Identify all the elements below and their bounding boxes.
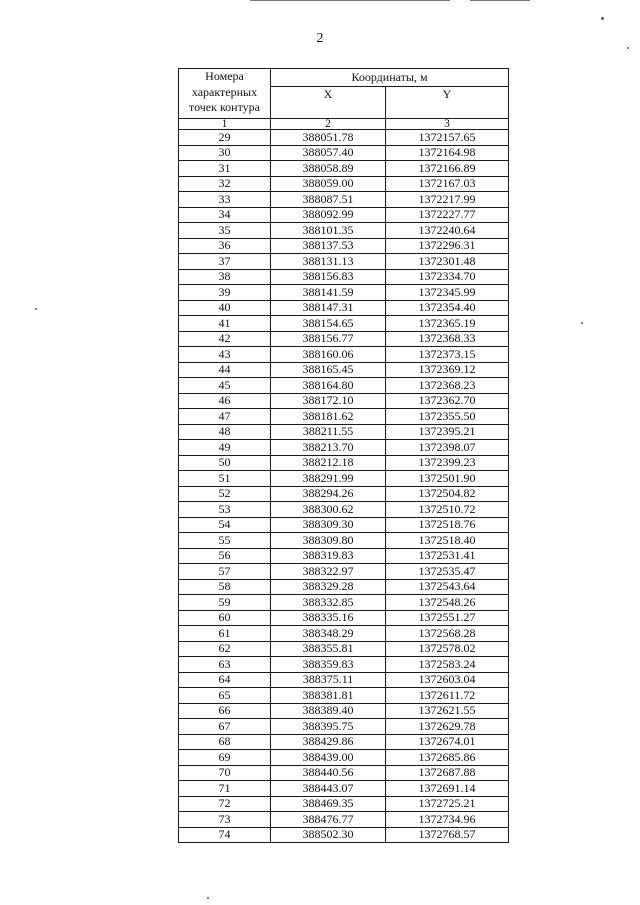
table-row: [179, 130, 509, 146]
table-row: [179, 192, 509, 208]
page-number: 2: [316, 31, 324, 46]
x-coordinate-cell: 388375.11: [271, 672, 386, 688]
coordinates-table: [178, 68, 509, 843]
x-coordinate-cell: 388101.35: [271, 223, 386, 239]
table-row: [179, 502, 509, 518]
x-coordinate-cell: 388381.81: [271, 688, 386, 704]
y-coordinate-cell: 1372354.40: [386, 300, 509, 316]
y-coordinate-cell: 1372369.12: [386, 362, 509, 378]
table-row: [179, 672, 509, 688]
point-number-cell: 60: [179, 610, 271, 626]
table-row: [179, 362, 509, 378]
scan-speck: [207, 897, 209, 899]
point-number-cell: 53: [179, 502, 271, 518]
y-coordinate-cell: 1372334.70: [386, 269, 509, 285]
x-coordinate-cell: 388322.97: [271, 564, 386, 580]
x-coordinate-cell: 388440.56: [271, 765, 386, 781]
x-coordinate-cell: 388429.86: [271, 734, 386, 750]
point-number-cell: 59: [179, 595, 271, 611]
y-coordinate-cell: 1372518.76: [386, 517, 509, 533]
point-number-cell: 74: [179, 827, 271, 843]
x-coordinate-cell: 388181.62: [271, 409, 386, 425]
table-row: [179, 409, 509, 425]
table-row: [179, 548, 509, 564]
header-y: Y: [386, 87, 509, 119]
x-coordinate-cell: 388294.26: [271, 486, 386, 502]
header-x: X: [271, 87, 386, 119]
y-coordinate-cell: 1372578.02: [386, 641, 509, 657]
y-coordinate-cell: 1372501.90: [386, 471, 509, 487]
y-coordinate-cell: 1372240.64: [386, 223, 509, 239]
point-number-cell: 51: [179, 471, 271, 487]
table-row: [179, 595, 509, 611]
point-number-cell: 49: [179, 440, 271, 456]
table-row: [179, 238, 509, 254]
point-number-cell: 64: [179, 672, 271, 688]
y-coordinate-cell: 1372355.50: [386, 409, 509, 425]
point-number-cell: 31: [179, 161, 271, 177]
column-number: 2: [271, 119, 386, 130]
x-coordinate-cell: 388355.81: [271, 641, 386, 657]
point-number-cell: 68: [179, 734, 271, 750]
y-coordinate-cell: 1372399.23: [386, 455, 509, 471]
table-row: [179, 765, 509, 781]
table-row: [179, 517, 509, 533]
x-coordinate-cell: 388213.70: [271, 440, 386, 456]
point-number-cell: 44: [179, 362, 271, 378]
x-coordinate-cell: 388172.10: [271, 393, 386, 409]
y-coordinate-cell: 1372398.07: [386, 440, 509, 456]
y-coordinate-cell: 1372157.65: [386, 130, 509, 146]
table-row: [179, 161, 509, 177]
point-number-cell: 50: [179, 455, 271, 471]
table-row: [179, 300, 509, 316]
y-coordinate-cell: 1372725.21: [386, 796, 509, 812]
x-coordinate-cell: 388156.83: [271, 269, 386, 285]
table-row: [179, 316, 509, 332]
table-row: [179, 610, 509, 626]
table-row: [179, 657, 509, 673]
scan-edge-mark: [250, 0, 450, 1]
point-number-cell: 70: [179, 765, 271, 781]
point-number-cell: 42: [179, 331, 271, 347]
point-number-cell: 69: [179, 750, 271, 766]
point-number-cell: 55: [179, 533, 271, 549]
y-coordinate-cell: 1372734.96: [386, 812, 509, 828]
x-coordinate-cell: 388476.77: [271, 812, 386, 828]
x-coordinate-cell: 388439.00: [271, 750, 386, 766]
x-coordinate-cell: 388147.31: [271, 300, 386, 316]
y-coordinate-cell: 1372551.27: [386, 610, 509, 626]
point-number-cell: 62: [179, 641, 271, 657]
table-row: [179, 269, 509, 285]
y-coordinate-cell: 1372373.15: [386, 347, 509, 363]
x-coordinate-cell: 388087.51: [271, 192, 386, 208]
column-number: 1: [179, 119, 271, 130]
table-row: [179, 781, 509, 797]
scan-speck: [627, 47, 629, 49]
x-coordinate-cell: 388092.99: [271, 207, 386, 223]
scan-speck: [581, 322, 583, 324]
y-coordinate-cell: 1372227.77: [386, 207, 509, 223]
x-coordinate-cell: 388329.28: [271, 579, 386, 595]
table-row: [179, 750, 509, 766]
x-coordinate-cell: 388335.16: [271, 610, 386, 626]
table-row: [179, 471, 509, 487]
x-coordinate-cell: 388332.85: [271, 595, 386, 611]
scan-edge-mark: [470, 0, 530, 1]
x-coordinate-cell: 388300.62: [271, 502, 386, 518]
x-coordinate-cell: 388058.89: [271, 161, 386, 177]
y-coordinate-cell: 1372687.88: [386, 765, 509, 781]
x-coordinate-cell: 388057.40: [271, 145, 386, 161]
point-number-cell: 41: [179, 316, 271, 332]
point-number-cell: 65: [179, 688, 271, 704]
point-number-cell: 73: [179, 812, 271, 828]
x-coordinate-cell: 388291.99: [271, 471, 386, 487]
y-coordinate-cell: 1372368.23: [386, 378, 509, 394]
y-coordinate-cell: 1372368.33: [386, 331, 509, 347]
point-number-cell: 36: [179, 238, 271, 254]
table-row: [179, 703, 509, 719]
point-number-cell: 47: [179, 409, 271, 425]
point-number-cell: 66: [179, 703, 271, 719]
point-number-cell: 67: [179, 719, 271, 735]
y-coordinate-cell: 1372691.14: [386, 781, 509, 797]
x-coordinate-cell: 388154.65: [271, 316, 386, 332]
y-coordinate-cell: 1372166.89: [386, 161, 509, 177]
y-coordinate-cell: 1372296.31: [386, 238, 509, 254]
table-row: [179, 719, 509, 735]
header-coordinates: Координаты, м: [271, 69, 509, 87]
table-row: [179, 347, 509, 363]
x-coordinate-cell: 388319.83: [271, 548, 386, 564]
point-number-cell: 57: [179, 564, 271, 580]
point-number-cell: 29: [179, 130, 271, 146]
table-row: [179, 796, 509, 812]
table-row: [179, 688, 509, 704]
x-coordinate-cell: 388131.13: [271, 254, 386, 270]
y-coordinate-cell: 1372518.40: [386, 533, 509, 549]
y-coordinate-cell: 1372345.99: [386, 285, 509, 301]
table-row: [179, 533, 509, 549]
point-number-cell: 40: [179, 300, 271, 316]
y-coordinate-cell: 1372548.26: [386, 595, 509, 611]
y-coordinate-cell: 1372568.28: [386, 626, 509, 642]
table-row: [179, 285, 509, 301]
x-coordinate-cell: 388156.77: [271, 331, 386, 347]
point-number-cell: 39: [179, 285, 271, 301]
point-number-cell: 56: [179, 548, 271, 564]
x-coordinate-cell: 388164.80: [271, 378, 386, 394]
point-number-cell: 46: [179, 393, 271, 409]
y-coordinate-cell: 1372583.24: [386, 657, 509, 673]
point-number-cell: 48: [179, 424, 271, 440]
y-coordinate-cell: 1372217.99: [386, 192, 509, 208]
header-point-numbers: Номера характерных точек контура: [179, 69, 271, 119]
x-coordinate-cell: 388141.59: [271, 285, 386, 301]
point-number-cell: 34: [179, 207, 271, 223]
y-coordinate-cell: 1372621.55: [386, 703, 509, 719]
table-row: [179, 254, 509, 270]
table-body: [179, 130, 509, 843]
y-coordinate-cell: 1372685.86: [386, 750, 509, 766]
point-number-cell: 35: [179, 223, 271, 239]
y-coordinate-cell: 1372603.04: [386, 672, 509, 688]
x-coordinate-cell: 388309.30: [271, 517, 386, 533]
table-row: [179, 145, 509, 161]
point-number-cell: 33: [179, 192, 271, 208]
point-number-cell: 71: [179, 781, 271, 797]
table-row: [179, 812, 509, 828]
y-coordinate-cell: 1372543.64: [386, 579, 509, 595]
table-row: [179, 486, 509, 502]
table-row: [179, 626, 509, 642]
x-coordinate-cell: 388165.45: [271, 362, 386, 378]
x-coordinate-cell: 388348.29: [271, 626, 386, 642]
point-number-cell: 43: [179, 347, 271, 363]
table-row: [179, 455, 509, 471]
y-coordinate-cell: 1372504.82: [386, 486, 509, 502]
x-coordinate-cell: 388160.06: [271, 347, 386, 363]
point-number-cell: 52: [179, 486, 271, 502]
table-row: [179, 331, 509, 347]
y-coordinate-cell: 1372611.72: [386, 688, 509, 704]
x-coordinate-cell: 388502.30: [271, 827, 386, 843]
table-row: [179, 734, 509, 750]
x-coordinate-cell: 388443.07: [271, 781, 386, 797]
y-coordinate-cell: 1372768.57: [386, 827, 509, 843]
y-coordinate-cell: 1372362.70: [386, 393, 509, 409]
point-number-cell: 45: [179, 378, 271, 394]
y-coordinate-cell: 1372535.47: [386, 564, 509, 580]
table-row: [179, 440, 509, 456]
point-number-cell: 72: [179, 796, 271, 812]
y-coordinate-cell: 1372301.48: [386, 254, 509, 270]
y-coordinate-cell: 1372365.19: [386, 316, 509, 332]
table-row: [179, 378, 509, 394]
point-number-cell: 61: [179, 626, 271, 642]
y-coordinate-cell: 1372531.41: [386, 548, 509, 564]
table-row: [179, 223, 509, 239]
x-coordinate-cell: 388212.18: [271, 455, 386, 471]
x-coordinate-cell: 388137.53: [271, 238, 386, 254]
point-number-cell: 32: [179, 176, 271, 192]
table-row: [179, 827, 509, 843]
table-row: [179, 176, 509, 192]
scan-speck: [601, 17, 604, 20]
x-coordinate-cell: 388309.80: [271, 533, 386, 549]
table-row: [179, 641, 509, 657]
x-coordinate-cell: 388395.75: [271, 719, 386, 735]
point-number-cell: 58: [179, 579, 271, 595]
y-coordinate-cell: 1372674.01: [386, 734, 509, 750]
point-number-cell: 54: [179, 517, 271, 533]
x-coordinate-cell: 388359.83: [271, 657, 386, 673]
table-row: [179, 393, 509, 409]
x-coordinate-cell: 388211.55: [271, 424, 386, 440]
y-coordinate-cell: 1372510.72: [386, 502, 509, 518]
point-number-cell: 37: [179, 254, 271, 270]
x-coordinate-cell: 388469.35: [271, 796, 386, 812]
x-coordinate-cell: 388051.78: [271, 130, 386, 146]
point-number-cell: 63: [179, 657, 271, 673]
table-row: [179, 207, 509, 223]
y-coordinate-cell: 1372629.78: [386, 719, 509, 735]
y-coordinate-cell: 1372395.21: [386, 424, 509, 440]
x-coordinate-cell: 388389.40: [271, 703, 386, 719]
point-number-cell: 30: [179, 145, 271, 161]
y-coordinate-cell: 1372167.03: [386, 176, 509, 192]
table-row: [179, 579, 509, 595]
table-row: [179, 424, 509, 440]
column-number: 3: [386, 119, 509, 130]
x-coordinate-cell: 388059.00: [271, 176, 386, 192]
scan-speck: [35, 308, 37, 310]
table-row: [179, 564, 509, 580]
y-coordinate-cell: 1372164.98: [386, 145, 509, 161]
point-number-cell: 38: [179, 269, 271, 285]
